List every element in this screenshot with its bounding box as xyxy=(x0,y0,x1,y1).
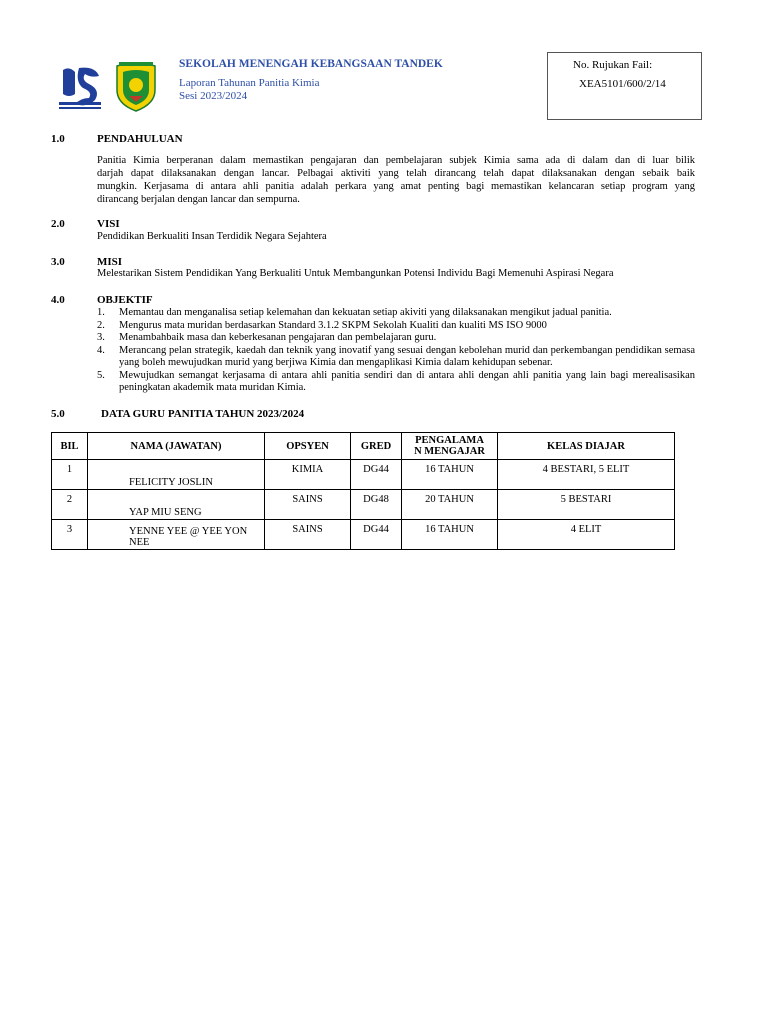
column-header-pengalaman-line: N MENGAJAR xyxy=(414,446,485,457)
list-item-text: Menambahbaik masa dan keberkesanan pengajaran dan pembelajaran guru. xyxy=(119,332,437,343)
cell-gred: DG48 xyxy=(351,490,402,520)
cell-gred: DG44 xyxy=(351,460,402,490)
list-item xyxy=(97,320,695,333)
cell-opsyen: KIMIA xyxy=(265,460,351,490)
list-item xyxy=(97,332,695,345)
list-item xyxy=(97,345,695,370)
cell-gred: DG44 xyxy=(351,520,402,550)
list-item xyxy=(97,307,695,320)
column-header-pengalaman-line: PENGALAMA xyxy=(415,435,484,446)
section-number-misi: 3.0 xyxy=(51,256,65,268)
report-title: Laporan Tahunan Panitia Kimia xyxy=(179,77,320,89)
section-number-pendahuluan: 1.0 xyxy=(51,133,65,145)
pendahuluan-line: Panitia Kimia berperanan dalam memastikan pengajaran dan pembelajaran subjek Kimia sama ada di dalam dan di luar bilik xyxy=(97,155,695,166)
cell-kelas: 4 ELIT xyxy=(498,520,675,550)
column-header-pengalaman xyxy=(402,433,498,460)
teacher-table xyxy=(51,432,675,550)
visi-text: Pendidikan Berkualiti Insan Terdidik Negara Sejahtera xyxy=(97,231,327,242)
file-reference-label: No. Rujukan Fail: xyxy=(573,59,653,71)
file-reference-number: XEA5101/600/2/14 xyxy=(579,78,666,90)
list-item-number: 3. xyxy=(97,332,105,343)
school-crest xyxy=(115,60,157,112)
cell-pengalaman: 16 TAHUN xyxy=(402,460,498,490)
school-name: SEKOLAH MENENGAH KEBANGSAAN TANDEK xyxy=(179,58,443,70)
list-item-number: 1. xyxy=(97,307,105,318)
list-item-number: 5. xyxy=(97,369,105,381)
list-item-text: Mewujudkan semangat kerjasama di antara ahli panitia sendiri dan di antara ahli dengan ahli panitia yang lain bagi merealisasikan peningkatan akademik mata muridan Kimia. xyxy=(119,369,695,393)
table-row xyxy=(52,520,675,550)
list-item-number: 4. xyxy=(97,344,105,356)
cell-nama: YAP MIU SENG xyxy=(88,490,265,520)
column-header-nama: NAMA (JAWATAN) xyxy=(88,433,265,460)
section-title-pendahuluan: PENDAHULUAN xyxy=(97,133,183,145)
cell-pengalaman: 16 TAHUN xyxy=(402,520,498,550)
column-header-bil: BIL xyxy=(52,433,88,460)
file-reference-box xyxy=(547,52,702,120)
cell-bil: 2 xyxy=(52,490,88,520)
pendahuluan-line: dirancang berjalan dengan lancar dan sempurna. xyxy=(97,194,300,205)
cell-bil: 1 xyxy=(52,460,88,490)
table-row xyxy=(52,490,675,520)
cell-opsyen: SAINS xyxy=(265,490,351,520)
section-title-visi: VISI xyxy=(97,218,120,230)
report-session: Sesi 2023/2024 xyxy=(179,90,248,102)
section-number-visi: 2.0 xyxy=(51,218,65,230)
kpm-logo xyxy=(55,64,105,112)
list-item-text: Mengurus mata muridan berdasarkan Standard 3.1.2 SKPM Sekolah Kualiti dan kualiti MS ISO 9000 xyxy=(119,319,547,331)
cell-pengalaman: 20 TAHUN xyxy=(402,490,498,520)
table-row xyxy=(52,460,675,490)
pendahuluan-line: mungkin. Kerjasama di antara ahli panitia adalah perkara yang amat penting bagi memastikan kelancaran setiap program yang xyxy=(97,181,695,192)
cell-kelas: 5 BESTARI xyxy=(498,490,675,520)
list-item xyxy=(97,370,695,395)
section-title-misi: MISI xyxy=(97,256,123,268)
cell-nama: FELICITY JOSLIN xyxy=(88,460,265,490)
column-header-opsyen: OPSYEN xyxy=(265,433,351,460)
misi-text: Melestarikan Sistem Pendidikan Yang Berkualiti Untuk Membangunkan Potensi Individu Bagi Memenuhi Aspirasi Negara xyxy=(97,268,614,279)
pendahuluan-paragraph xyxy=(97,154,695,206)
list-item-number: 2. xyxy=(97,319,105,331)
list-item-text: Memantau dan menganalisa setiap kelemahan dan kekuatan setiap akiviti yang dilaksanakan mengikut jadual panitia. xyxy=(119,307,612,318)
table-header-row xyxy=(52,433,675,460)
cell-bil: 3 xyxy=(52,520,88,550)
section-title-data-guru: DATA GURU PANITIA TAHUN 2023/2024 xyxy=(101,408,305,420)
column-header-gred: GRED xyxy=(351,433,402,460)
cell-opsyen: SAINS xyxy=(265,520,351,550)
cell-nama: YENNE YEE @ YEE YON NEE xyxy=(88,520,265,550)
section-title-objektif: OBJEKTIF xyxy=(97,294,153,306)
column-header-kelas: KELAS DIAJAR xyxy=(498,433,675,460)
cell-kelas: 4 BESTARI, 5 ELIT xyxy=(498,460,675,490)
pendahuluan-line: darjah dapat dilaksanakan dengan lancar. Pelbagai aktiviti yang telah dirancang telah dapat dilaksanakan dengan sebaik baik xyxy=(97,168,695,179)
section-number-objektif: 4.0 xyxy=(51,294,65,306)
section-number-data-guru: 5.0 xyxy=(51,408,65,420)
list-item-text: Merancang pelan strategik, kaedah dan teknik yang inovatif yang sesuai dengan kebolehan murid dan perkembangan pendidikan semasa yang boleh mewujudkan murid yang berjiwa Kimia dan mengaplikasi Kimia dalam kehidupan sebenar. xyxy=(119,344,695,368)
objektif-list xyxy=(97,307,695,395)
